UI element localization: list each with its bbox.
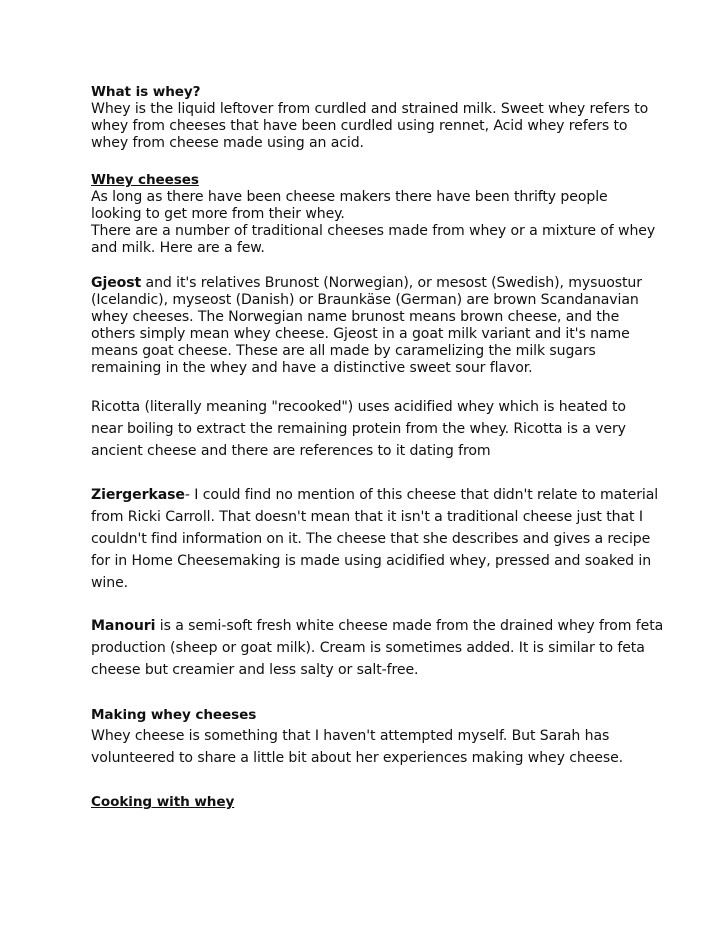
paragraph-first-line [91, 485, 658, 507]
section-heading: Making whey cheeses [91, 707, 257, 723]
section-ricotta [91, 397, 626, 463]
paragraph-first-line [91, 275, 642, 292]
cheese-term: Gjeost [91, 275, 142, 291]
paragraph-text: is a semi-soft fresh white cheese made from the drained whey from feta [155, 618, 664, 634]
section-heading: Cooking with whey [91, 794, 235, 810]
paragraph-first-line [91, 616, 663, 638]
section-whey-cheeses [91, 172, 655, 257]
paragraph-line: from Ricki Carroll. That doesn't mean that it isn't a traditional cheese just that I [91, 508, 643, 525]
paragraph-line: couldn't find information on it. The cheese that she describes and gives a recipe [91, 530, 651, 547]
section-making-whey-cheeses [91, 705, 623, 770]
paragraph-line: looking to get more from their whey. [91, 206, 345, 223]
section-what-is-whey [91, 84, 648, 152]
section-gjeost [91, 275, 642, 378]
section-heading: What is whey? [91, 84, 201, 100]
paragraph-line: near boiling to extract the remaining protein from the whey. Ricotta is a very [91, 420, 626, 437]
paragraph-line: Whey is the liquid leftover from curdled and strained milk. Sweet whey refers to [91, 101, 649, 118]
section-heading: Whey cheeses [91, 172, 199, 188]
paragraph-line: wine. [91, 574, 129, 591]
paragraph-line: cheese but creamier and less salty or salt-free. [91, 661, 419, 678]
paragraph-line: whey cheeses. The Norwegian name brunost means brown cheese, and the [91, 309, 620, 326]
paragraph-line: means goat cheese. These are all made by caramelizing the milk sugars [91, 343, 596, 360]
paragraph-line: Ricotta (literally meaning "recooked") uses acidified whey which is heated to [91, 399, 626, 415]
paragraph-line: whey from cheese made using an acid. [91, 135, 364, 152]
section-manouri [91, 616, 663, 682]
paragraph-line: remaining in the whey and have a distinctive sweet sour flavor. [91, 360, 533, 377]
paragraph-line: and milk. Here are a few. [91, 240, 265, 257]
cheese-term: Ziergerkase [91, 487, 185, 503]
paragraph-line: (Icelandic), myseost (Danish) or Braunkäse (German) are brown Scandanavian [91, 292, 639, 309]
paragraph-line: production (sheep or goat milk). Cream is sometimes added. It is similar to feta [91, 639, 645, 656]
cheese-term: Manouri [91, 618, 156, 634]
paragraph-text: - I could find no mention of this cheese that didn't relate to material [184, 487, 659, 503]
paragraph-line: As long as there have been cheese makers there have been thrifty people [91, 189, 608, 206]
paragraph-line: Whey cheese is something that I haven't attempted myself. But Sarah has [91, 728, 610, 744]
paragraph-line: There are a number of traditional cheeses made from whey or a mixture of whey [91, 223, 656, 240]
paragraph-line: whey from cheeses that have been curdled using rennet, Acid whey refers to [91, 118, 628, 135]
paragraph-line: others simply mean whey cheese. Gjeost in a goat milk variant and it's name [91, 326, 630, 343]
paragraph-line: ancient cheese and there are references to it dating from [91, 442, 491, 459]
paragraph-text: and it's relatives Brunost (Norwegian), or mesost (Swedish), mysuostur [141, 275, 642, 291]
section-ziergerkase [91, 485, 658, 595]
section-cooking-with-whey [91, 794, 234, 811]
paragraph-line: for in Home Cheesemaking is made using acidified whey, pressed and soaked in [91, 552, 652, 569]
paragraph-line: volunteered to share a little bit about her experiences making whey cheese. [91, 749, 624, 766]
